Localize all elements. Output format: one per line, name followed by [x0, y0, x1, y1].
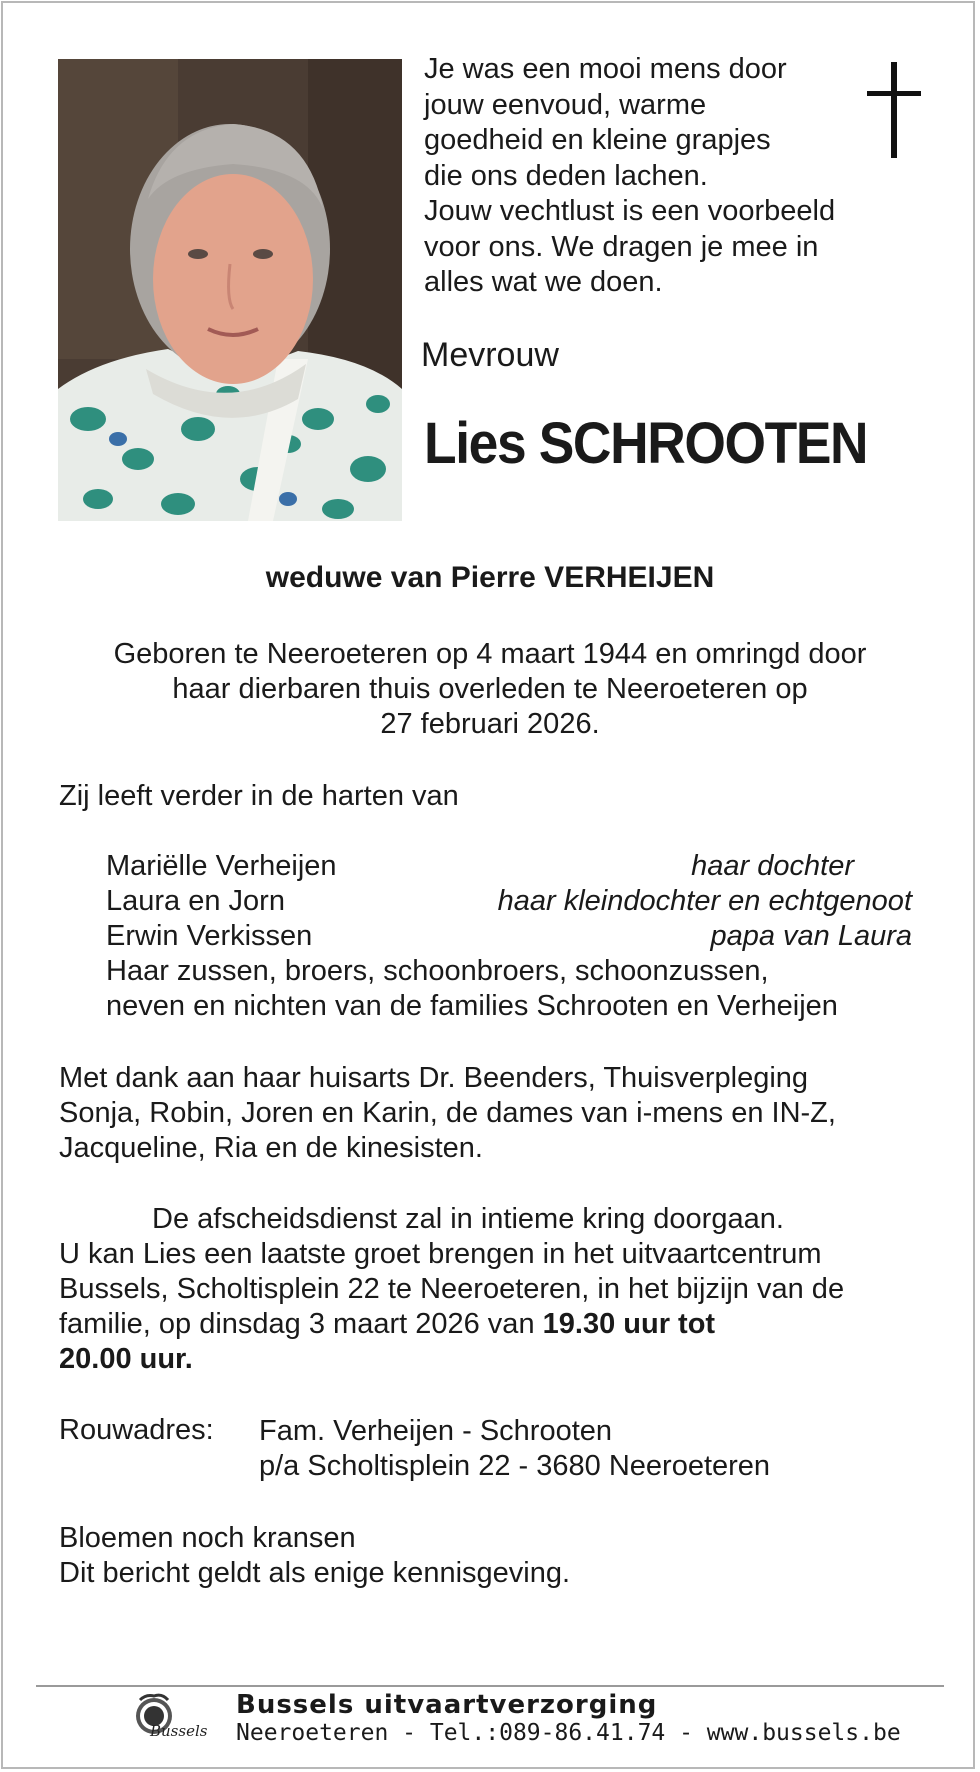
company-contact: Neeroeteren - Tel.:089-86.41.74 - www.bussels.be	[236, 1720, 901, 1746]
relative-role: haar kleindochter en echtgenoot	[497, 885, 912, 917]
company-name: Bussels uitvaartverzorging	[236, 1690, 658, 1720]
relative-role: papa van Laura	[710, 920, 912, 952]
relative-name: Laura en Jorn	[106, 885, 285, 917]
service-time-start: 19.30 uur tot	[542, 1308, 716, 1340]
memorial-poem	[424, 52, 864, 301]
poem-line: Jouw vechtlust is een voorbeeld	[424, 195, 836, 227]
birth-line: 27 februari 2026.	[380, 708, 600, 740]
relative-role: haar dochter	[691, 850, 854, 882]
portrait-photo	[58, 59, 402, 521]
family-line: neven en nichten van de families Schrooten en Verheijen	[106, 990, 838, 1022]
service-text: familie, op dinsdag 3 maart 2026 van	[59, 1308, 543, 1340]
address-line: Fam. Verheijen - Schrooten	[259, 1415, 613, 1447]
lives-on-heading: Zij leeft verder in de harten van	[59, 780, 459, 812]
birth-line: Geboren te Neeroeteren op 4 maart 1944 en omringd door	[113, 638, 867, 670]
service-line: Bussels, Scholtisplein 22 te Neeroeteren, in het bijzijn van de	[59, 1273, 845, 1305]
poem-line: jouw eenvoud, warme	[424, 88, 707, 121]
deceased-name: Lies SCHROOTEN	[424, 411, 868, 476]
poem-line: die ons deden lachen.	[424, 159, 708, 192]
service-line: De afscheidsdienst zal in intieme kring doorgaan.	[152, 1203, 784, 1235]
birth-line: haar dierbaren thuis overleden te Neeroeteren op	[172, 673, 808, 705]
poem-line: alles wat we doen.	[424, 266, 663, 298]
relative-name: Mariëlle Verheijen	[106, 850, 337, 882]
cross-icon	[864, 62, 924, 160]
thanks-line: Sonja, Robin, Joren en Karin, de dames van i-mens en IN-Z,	[59, 1097, 836, 1129]
closing-line: Bloemen noch kransen	[59, 1522, 356, 1554]
relative-row	[106, 885, 912, 920]
logo-text: Bussels	[150, 1722, 208, 1740]
relative-row	[106, 920, 912, 955]
honorific: Mevrouw	[421, 336, 559, 374]
closing-line: Dit bericht geldt als enige kennisgeving.	[59, 1557, 571, 1589]
relative-name: Erwin Verkissen	[106, 920, 313, 952]
poem-line: goedheid en kleine grapjes	[424, 124, 771, 156]
thanks-line: Met dank aan haar huisarts Dr. Beenders, Thuisverpleging	[59, 1062, 809, 1094]
service-line: U kan Lies een laatste groet brengen in het uitvaartcentrum	[59, 1238, 822, 1270]
poem-line: voor ons. We dragen je mee in	[424, 230, 819, 263]
footer-divider	[36, 1685, 944, 1687]
service-time-end: 20.00 uur.	[59, 1343, 193, 1375]
birth-death-text	[60, 637, 920, 742]
family-line: Haar zussen, broers, schoonbroers, schoonzussen,	[106, 955, 769, 987]
address-line: p/a Scholtisplein 22 - 3680 Neeroeteren	[259, 1450, 771, 1482]
bussels-logo-icon	[132, 1690, 208, 1750]
thanks-line: Jacqueline, Ria en de kinesisten.	[59, 1132, 483, 1164]
spouse-line: weduwe van Pierre VERHEIJEN	[265, 561, 715, 594]
poem-line: Je was een mooi mens door	[424, 53, 787, 85]
address-label: Rouwadres:	[59, 1414, 214, 1446]
relative-row	[106, 850, 912, 885]
service-line	[59, 1307, 715, 1342]
